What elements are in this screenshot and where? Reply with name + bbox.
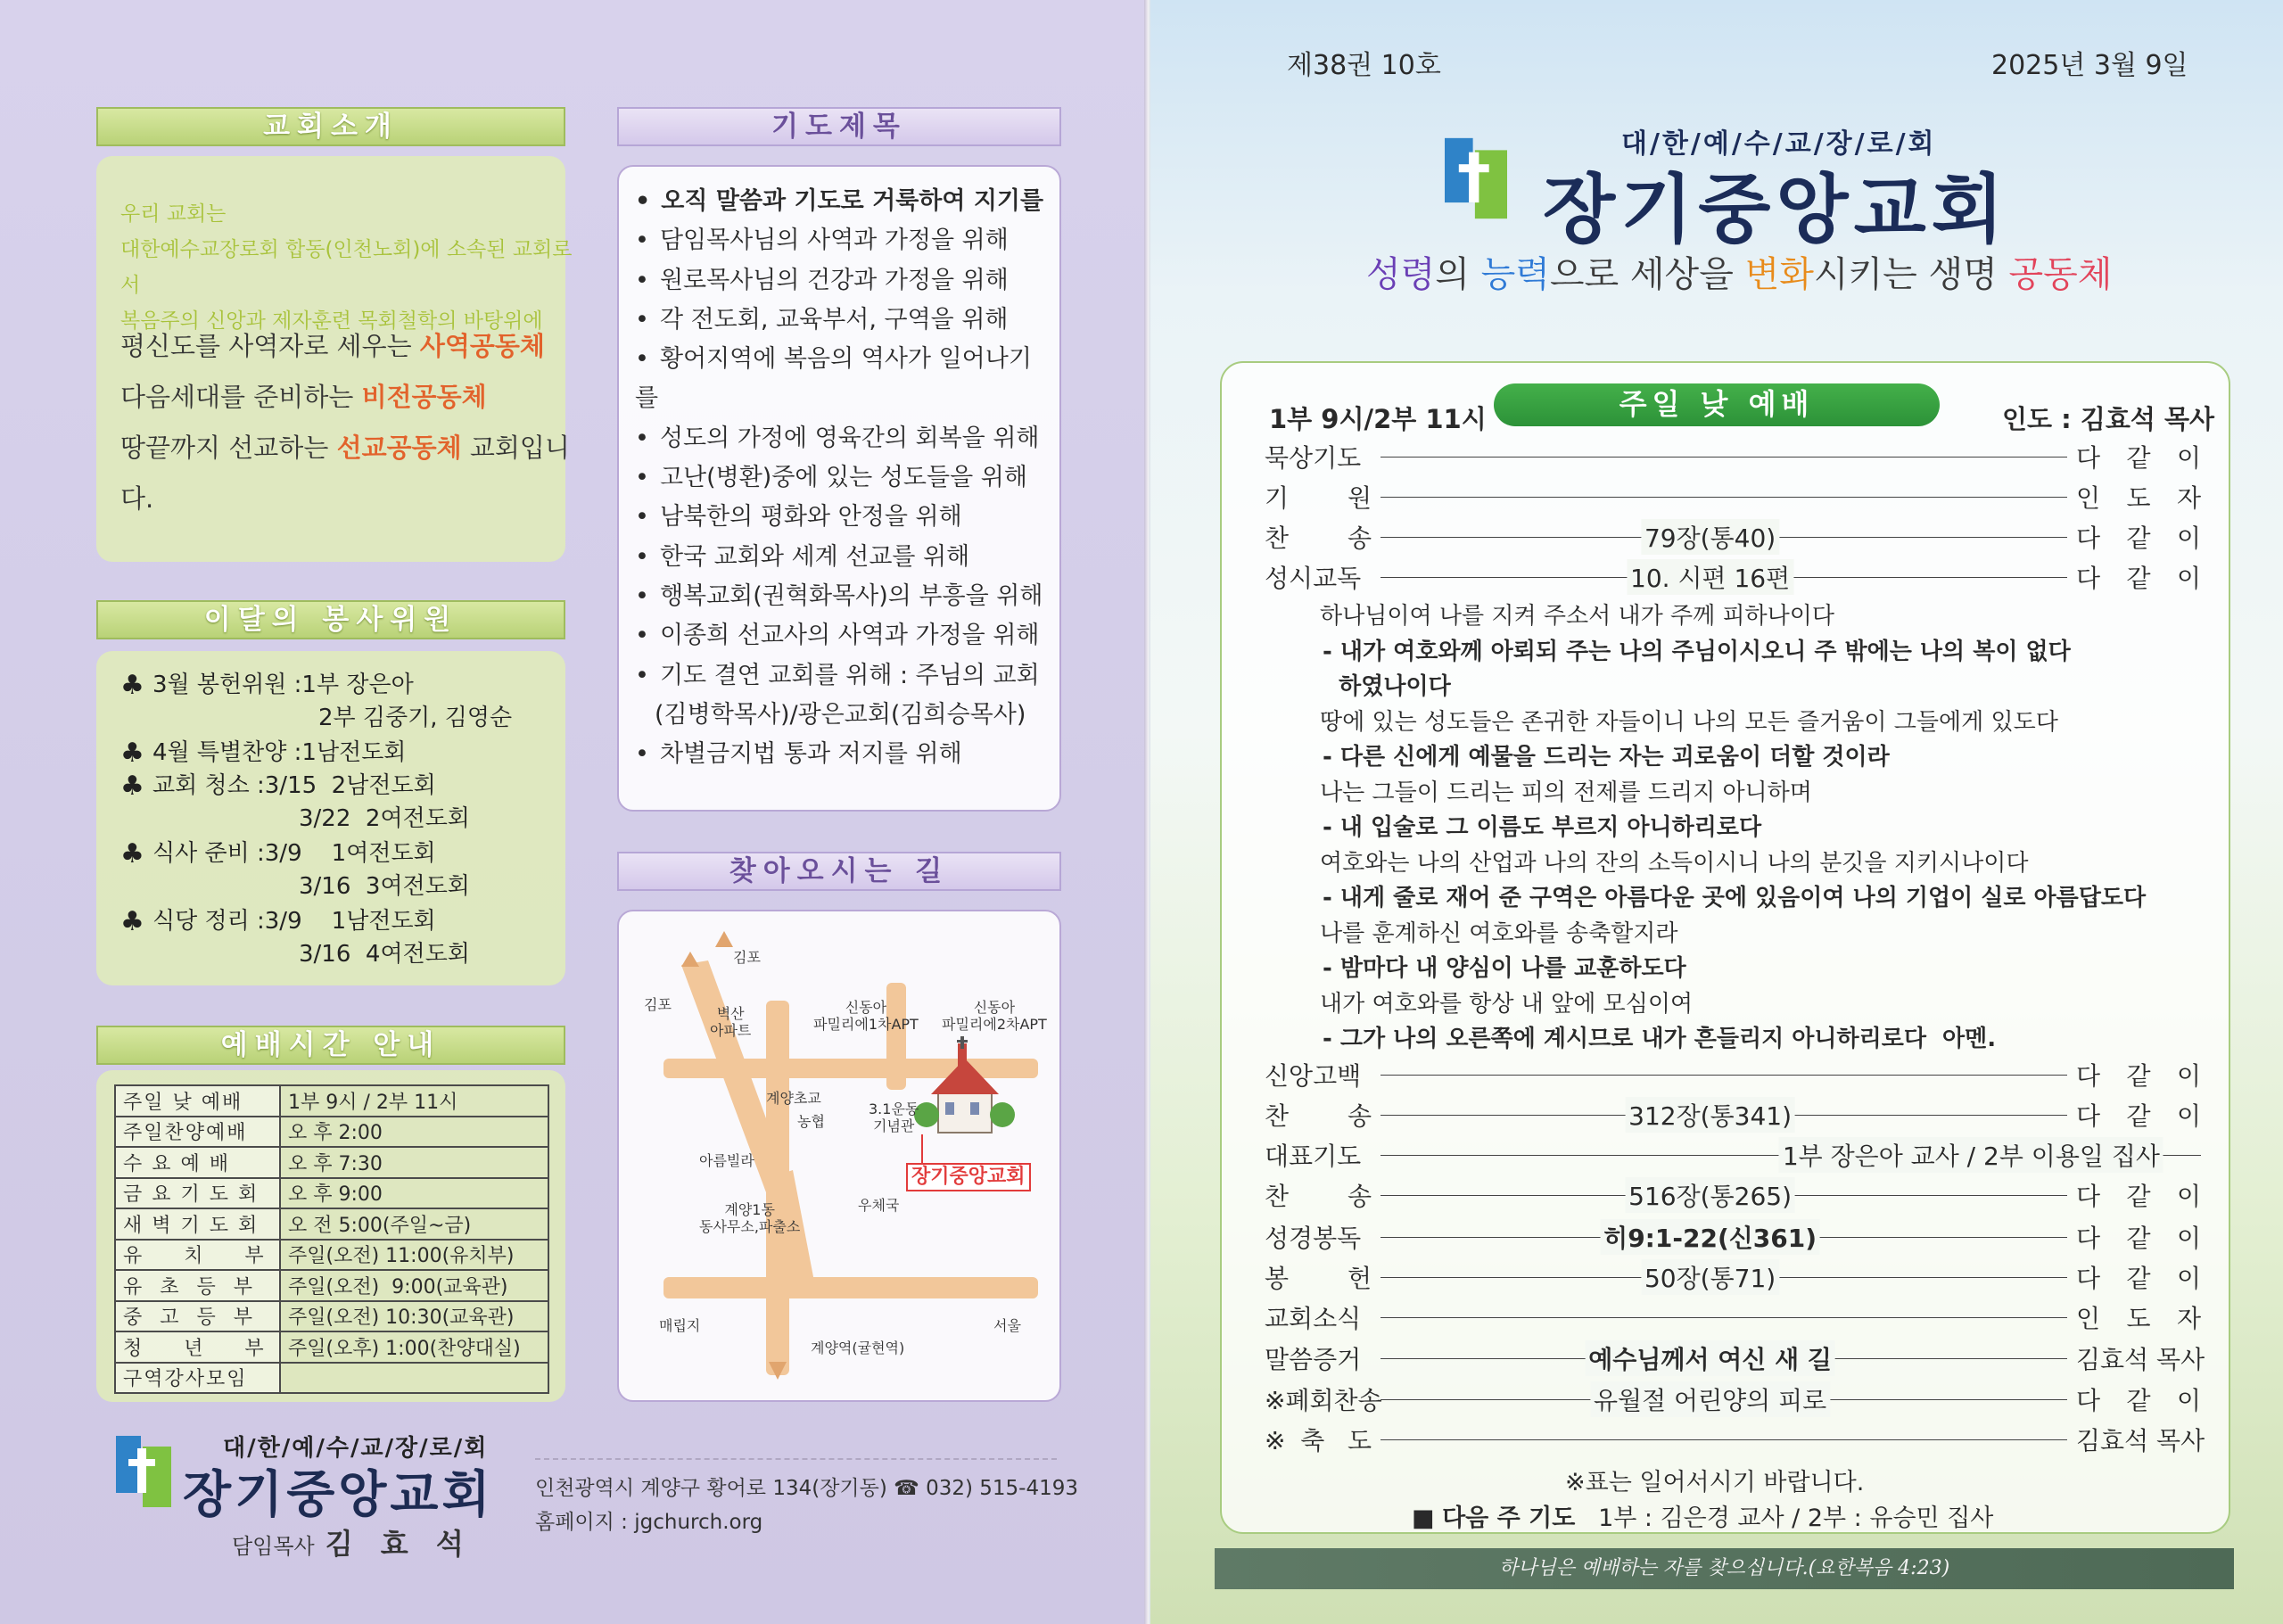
prayer-item: • 이종희 선교사의 사역과 가정을 위해 (635, 616, 1054, 655)
order-item-detail: 예수님께서 여신 새 길 (1585, 1340, 1835, 1376)
service-time-cell: 오 후 2:00 (280, 1117, 548, 1148)
order-item-person: 다 같 이 (2076, 523, 2201, 553)
order-leader-line (1381, 1340, 2067, 1376)
directions-map (619, 911, 1061, 1400)
times-row (115, 1085, 548, 1117)
order-leader-line (1381, 479, 2067, 515)
times-row (115, 1331, 548, 1363)
order-leader-line (1381, 439, 2067, 474)
order-item-person: 다 같 이 (2076, 564, 2201, 593)
order-row (1265, 1299, 2201, 1335)
order-leader-line (1381, 519, 2067, 555)
order-item-detail: 79장(통40) (1641, 519, 1779, 555)
service-time-cell: 1부 9시 / 2부 11시 (280, 1085, 548, 1117)
order-item-person: 다 같 이 (2076, 1182, 2201, 1211)
service-name-cell: 주일 낮 예배 (115, 1085, 280, 1117)
responsive-reading-congregation: - 내게 줄로 재어 준 구역은 아름다운 곳에 있음이여 나의 기업이 실로 아름답도다 (1323, 885, 2147, 911)
order-item-name: 봉 헌 (1265, 1264, 1372, 1293)
servant-row: ♣ 식당 정리 : 3/9 1남전도회 (120, 906, 436, 937)
order-item-name: 성경봉독 (1265, 1224, 1362, 1253)
responsive-reading-leader: 나를 훈계하신 여호와를 송축할지라 (1320, 919, 1678, 947)
order-item-person: 인 도 자 (2076, 483, 2201, 513)
service-time-cell (280, 1363, 548, 1394)
times-row (115, 1240, 548, 1271)
order-item-detail: 유월절 어린양의 피로 (1590, 1381, 1830, 1417)
order-item-detail: 히9:1-22(신361) (1600, 1219, 1820, 1255)
order-row (1265, 1381, 2201, 1417)
order-row (1265, 1219, 2201, 1255)
order-item-person: 다 같 이 (2076, 1264, 2201, 1293)
club-icon: ♣ (120, 838, 144, 870)
slogan-part: 공동체 (2008, 254, 2113, 295)
order-item-detail: 312장(통341) (1625, 1097, 1795, 1133)
service-name-cell: 금 요 기 도 회 (115, 1178, 280, 1209)
service-time-cell: 주일(오후) 1:00(찬양대실) (280, 1331, 548, 1363)
intro-header: 교회소개 (96, 107, 565, 146)
order-item-name: ※축 도 (1265, 1426, 1372, 1455)
prayer-item: • 고난(병환)중에 있는 성도들을 위해 (635, 458, 1054, 498)
arrow-icon (681, 952, 699, 967)
prayer-item: • 황어지역에 복음의 역사가 일어나기를 (635, 340, 1054, 419)
prayer-list (635, 182, 1054, 774)
denomination: 대/한/예/수/교/장/로/회 (223, 1435, 489, 1462)
servants-header: 이달의 봉사위원 (96, 600, 565, 639)
servant-row: 3/16 3여전도회 (299, 873, 470, 900)
order-item-name: 대표기도 (1265, 1142, 1362, 1171)
order-leader-line (1381, 1219, 2067, 1255)
order-item-person: 다 같 이 (2076, 1101, 2201, 1131)
prayer-item: • 원로목사님의 건강과 가정을 위해 (635, 261, 1054, 301)
service-leader: 인도 : 김효석 목사 (2002, 404, 2214, 434)
intro-line: 대한예수교장로회 합동(인천노회)에 소속된 교회로서 (120, 238, 573, 297)
order-item-person: 김효석 목사 (2076, 1345, 2205, 1374)
order-leader-line (1381, 1137, 2201, 1173)
prayer-item: • 한국 교회와 세계 선교를 위해 (635, 538, 1054, 577)
order-item-name: 찬 송 (1265, 1182, 1372, 1211)
intro-line: 복음주의 신앙과 제자훈련 목회철학의 바탕위에 (120, 309, 543, 333)
order-item-person: 다 같 이 (2076, 1386, 2201, 1415)
responsive-reading-leader: 여호와는 나의 산업과 나의 잔의 소득이시니 나의 분깃을 지키시나이다 (1320, 849, 2029, 877)
church-name: 장기중앙교회 (183, 1466, 494, 1524)
order-row (1265, 519, 2201, 555)
club-icon: ♣ (120, 738, 144, 769)
order-leader-line (1381, 1177, 2067, 1213)
servant-row: ♣ 식사 준비 : 3/9 1여전도회 (120, 838, 436, 870)
prayer-item: • 남북한의 평화와 안정을 위해 (635, 498, 1054, 537)
prayer-item: • 담임목사님의 사역과 가정을 위해 (635, 221, 1054, 260)
servants-list (120, 669, 566, 971)
slogan-part: 의 (1435, 254, 1481, 295)
order-item-detail: 50장(통71) (1641, 1259, 1779, 1295)
slogan-part: 변화 (1744, 254, 1814, 295)
service-name-cell: 중 고 등 부 (115, 1301, 280, 1332)
order-row (1265, 479, 2201, 515)
service-name-cell: 구역강사모임 (115, 1363, 280, 1394)
service-name-cell: 유 초 등 부 (115, 1270, 280, 1301)
times-row (115, 1117, 548, 1148)
order-leader-line (1381, 1259, 2067, 1295)
club-icon: ♣ (120, 670, 144, 701)
slogan-part: 시키는 생명 (1813, 254, 2009, 295)
times-header: 예배시간 안내 (96, 1026, 565, 1065)
times-row (115, 1301, 548, 1332)
service-name-cell: 새 벽 기 도 회 (115, 1208, 280, 1240)
servant-row: ♣ 교회 청소 : 3/15 2남전도회 (120, 771, 436, 802)
church-building-icon (914, 1036, 1015, 1133)
service-time-cell: 주일(오전) 9:00(교육관) (280, 1270, 548, 1301)
map-label: 아름빌라 (699, 1152, 754, 1169)
map-label: 매립지 (659, 1317, 701, 1334)
club-icon: ♣ (120, 906, 144, 937)
issue-number: 제38권 10호 (1287, 50, 1441, 81)
bulletin-date: 2025년 3월 9일 (1991, 50, 2188, 81)
order-item-name: 성시교독 (1265, 564, 1362, 593)
order-row (1265, 559, 2201, 595)
session-times: 1부 9시/2부 11시 (1269, 404, 1487, 434)
responsive-reading-leader: 내가 여호와를 항상 내 앞에 모심이여 (1320, 990, 1694, 1018)
order-row (1265, 1259, 2201, 1295)
church-name: 장기중앙교회 (1543, 166, 2009, 253)
standing-note: ※표는 일어서시기 바랍니다. (1565, 1469, 1865, 1496)
prayer-item: • 성도의 가정에 영육간의 회복을 위해 (635, 419, 1054, 458)
order-leader-line (1381, 1422, 2067, 1457)
order-leader-line (1381, 559, 2067, 595)
service-name-cell: 수 요 예 배 (115, 1147, 280, 1178)
map-label: 서울 (993, 1317, 1021, 1334)
map-label: 신동아 파밀리에1차APT (813, 999, 919, 1033)
responsive-reading-leader: 땅에 있는 성도들은 존귀한 자들이니 나의 모든 즐거움이 그들에게 있도다 (1320, 708, 2058, 736)
address: 인천광역시 계양구 황어로 134(장기동) ☎ 032) 515-4193 (535, 1477, 1079, 1500)
club-icon: ♣ (120, 771, 144, 802)
times-row (115, 1270, 548, 1301)
map-label: 계양초교 (766, 1090, 821, 1107)
arrow-icon (715, 931, 733, 947)
prayer-item: • 차별금지법 통과 저지를 위해 (635, 735, 1054, 774)
church-logo-icon (116, 1436, 171, 1507)
prayer-header: 기도제목 (617, 107, 1061, 146)
servant-row: 3/16 4여전도회 (299, 941, 470, 968)
pastor: 담임목사 김 효 석 (232, 1527, 473, 1561)
order-leader-line (1381, 1381, 2067, 1417)
mission-line: 다음세대를 준비하는 비전공동체 (120, 382, 487, 412)
order-row (1265, 1177, 2201, 1213)
service-time-cell: 오 전 5:00(주일~금) (280, 1208, 548, 1240)
map-label: 3.1운동 기념관 (869, 1101, 919, 1134)
order-item-person: 다 같 이 (2076, 1061, 2201, 1091)
scripture-banner: 하나님은 예배하는 자를 찾으십니다.(요한복음 4:23) (1215, 1548, 2234, 1589)
prayer-item: • 기도 결연 교회를 위해 : 주님의 교회 (635, 656, 1054, 696)
order-item-name: 기 원 (1265, 483, 1372, 513)
map-label: 벽산 아파트 (710, 1005, 752, 1039)
map-header: 찾아오시는 길 (617, 852, 1061, 891)
prayer-item: • 행복교회(권혁화목사)의 부흥을 위해 (635, 577, 1054, 616)
order-leader-line (1381, 1299, 2067, 1335)
mission-line: 땅끝까지 선교하는 선교공동체 교회입니다. (120, 433, 570, 514)
responsive-reading-congregation: - 다른 신에게 예물을 드리는 자는 괴로움이 더할 것이라 (1323, 744, 1890, 771)
slogan (1366, 246, 2112, 297)
order-item-name: 찬 송 (1265, 1101, 1372, 1131)
responsive-reading-congregation: - 내 입술로 그 이름도 부르지 아니하리로다 (1323, 814, 1762, 841)
slogan-part: 성령 (1366, 254, 1436, 295)
map-label: 김포 (644, 996, 672, 1013)
church-map-label: 장기중앙교회 (906, 1163, 1031, 1191)
map-label: 신동아 파밀리에2차APT (942, 999, 1047, 1033)
mission-line: 평신도를 사역자로 세우는 사역공동체 (120, 331, 545, 361)
order-item-name: 묵상기도 (1265, 443, 1362, 473)
service-time-cell: 주일(오전) 11:00(유치부) (280, 1240, 548, 1271)
homepage-link[interactable]: 홈페이지 : jgchurch.org (535, 1511, 763, 1534)
order-row (1265, 1137, 2201, 1173)
order-item-name: 교회소식 (1265, 1304, 1362, 1333)
order-leader-line (1381, 1097, 2067, 1133)
order-leader-line (1381, 1057, 2067, 1092)
order-item-person: 다 같 이 (2076, 443, 2201, 473)
map-label: 계양1동 동사무소,파출소 (699, 1201, 801, 1235)
service-name-cell: 청 년 부 (115, 1331, 280, 1363)
intro-line: 우리 교회는 (120, 202, 227, 226)
service-time-cell: 오 후 9:00 (280, 1178, 548, 1209)
responsive-reading-leader: 하나님이여 나를 지켜 주소서 내가 주께 피하나이다 (1320, 603, 1835, 630)
worship-times-table (114, 1084, 549, 1394)
order-row (1265, 1422, 2205, 1457)
order-item-detail: 10. 시편 16편 (1627, 559, 1793, 595)
servant-row: ♣ 4월 특별찬양 : 1남전도회 (120, 738, 407, 769)
order-item-person: 인 도 자 (2076, 1304, 2201, 1333)
map-label: 우체국 (858, 1197, 900, 1214)
intro-lines (120, 196, 584, 339)
intro-mission (120, 321, 602, 524)
map-label: 김포 (733, 949, 761, 966)
times-row (115, 1363, 548, 1394)
servant-row: ♣ 3월 봉헌위원 : 1부 장은아 (120, 670, 414, 701)
servant-row: 3/22 2여전도회 (299, 805, 470, 832)
order-item-name: 신앙고백 (1265, 1061, 1362, 1091)
next-week-prayer: ■ 다음 주 기도 1부 : 김은경 교사 / 2부 : 유승민 집사 (1412, 1504, 1994, 1532)
prayer-item: • 오직 말씀과 기도로 거룩하여 지기를 (635, 182, 1054, 221)
slogan-part: 으로 세상을 (1549, 254, 1745, 295)
divider (535, 1458, 1057, 1460)
order-row (1265, 1057, 2201, 1092)
order-item-person: 김효석 목사 (2076, 1426, 2205, 1455)
responsive-reading-congregation: 하였나이다 (1323, 673, 1451, 700)
order-item-name: 찬 송 (1265, 523, 1372, 553)
slogan-part: 능력 (1480, 254, 1550, 295)
responsive-reading-congregation: - 내가 여호와께 아뢰되 주는 나의 주님이시오니 주 밖에는 나의 복이 없다 (1323, 638, 2071, 665)
order-item-detail: 1부 장은아 교사 / 2부 이용일 집사 (1779, 1137, 2163, 1173)
times-row (115, 1208, 548, 1240)
service-name-cell: 주일찬양예배 (115, 1117, 280, 1148)
servant-row: 2부 김중기, 김영순 (318, 705, 513, 731)
map-label: 농협 (797, 1113, 825, 1130)
times-row (115, 1147, 548, 1178)
order-row (1265, 1340, 2205, 1376)
order-item-name: ※폐회찬송 (1265, 1386, 1382, 1415)
order-item-detail: 516장(통265) (1625, 1177, 1795, 1213)
service-time-cell: 오 후 7:30 (280, 1147, 548, 1178)
prayer-item: • 각 전도회, 교육부서, 구역을 위해 (635, 301, 1054, 340)
times-row (115, 1178, 548, 1209)
responsive-reading-congregation: - 그가 나의 오른쪽에 계시므로 내가 흔들리지 아니하리로다 아멘. (1323, 1026, 1997, 1052)
order-row (1265, 1097, 2201, 1133)
prayer-item: (김병학목사)/광은교회(김희승목사) (655, 700, 1026, 729)
map-label: 계양역(귤현역) (811, 1340, 905, 1356)
responsive-reading-leader: 나는 그들이 드리는 피의 전제를 드리지 아니하며 (1320, 779, 1812, 806)
church-logo-icon (1445, 134, 1507, 223)
order-item-person: 다 같 이 (2076, 1224, 2201, 1253)
contact-info (535, 1471, 1078, 1539)
order-item-name: 말씀증거 (1265, 1345, 1362, 1374)
order-row (1265, 439, 2201, 474)
service-name-cell: 유 치 부 (115, 1240, 280, 1271)
responsive-reading-congregation: - 밤마다 내 양심이 나를 교훈하도다 (1323, 955, 1686, 982)
service-title: 주일 낮 예배 (1494, 383, 1940, 426)
denomination: 대/한/예/수/교/장/로/회 (1621, 128, 1937, 160)
service-time-cell: 주일(오전) 10:30(교육관) (280, 1301, 548, 1332)
